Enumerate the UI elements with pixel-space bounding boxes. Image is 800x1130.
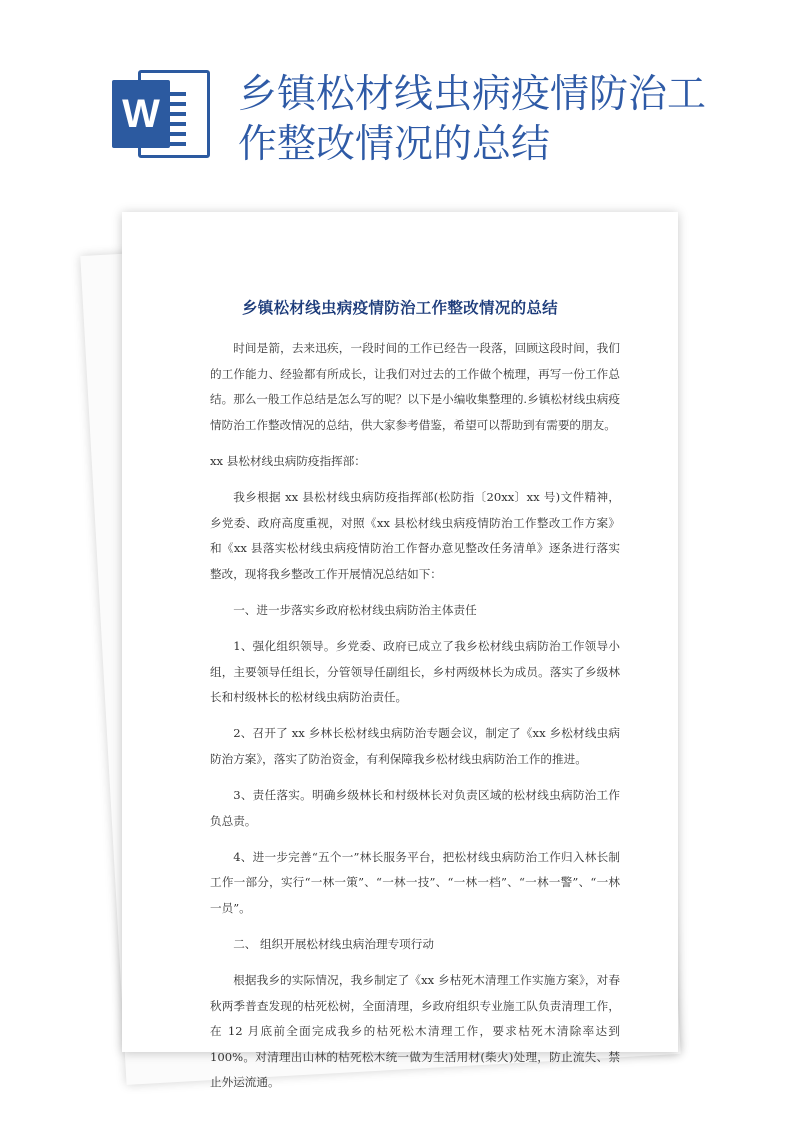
- document-body: [210, 336, 620, 1106]
- document-page: [122, 212, 678, 1090]
- word-document-icon: [112, 62, 212, 162]
- body-paragraph: 1、强化组织领导。乡党委、政府已成立了我乡松材线虫病防治工作领导小组，主要领导任组长，分管领导任副组长，乡村两级林长为成员。落实了乡级林长和村级林长的松材线虫病防治责任。: [210, 638, 620, 705]
- section-heading: 一、进一步落实乡政府松材线虫病防治主体责任: [233, 602, 477, 617]
- intro-paragraph: 时间是箭，去来迅疾，一段时间的工作已经告一段落，回顾这段时间，我们的工作能力、经验都有所成长，让我们对过去的工作做个梳理，再写一份工作总结。那么一般工作总结是怎么写的呢？以下是小编收集整理的.乡镇松材线虫病疫情防治工作整改情况的总结，供大家参考借鉴，希望可以帮助到有需要的朋友。: [210, 341, 620, 432]
- page-title: 乡镇松材线虫病疫情防治工作整改情况的总结: [238, 72, 707, 167]
- body-paragraph: 2、召开了 xx 乡林长松材线虫病防治专题会议，制定了《xx 乡松材线虫病防治方案》，落实了防治资金，有利保障我乡松材线虫病防治工作的推进。: [210, 726, 620, 766]
- document-title: 乡镇松材线虫病疫情防治工作整改情况的总结: [241, 299, 558, 317]
- body-paragraph: 3、责任落实。明确乡级林长和村级林长对负责区域的松材线虫病防治工作负总责。: [210, 787, 620, 828]
- salutation: xx 县松材线虫病防疫指挥部：: [210, 453, 366, 468]
- word-w-badge: W: [112, 80, 170, 148]
- body-paragraph: 我乡根据 xx 县松材线虫病防疫指挥部(松防指〔20xx〕xx 号)文件精神，乡党委、政府高度重视，对照《xx 县松材线虫病疫情防治工作整改工作方案》和《xx 县落实松材线虫病疫情防治工作督办意见整改任务清单》逐条进行落实整改，现将我乡整改工作开展情况总结如下：: [210, 489, 620, 581]
- body-paragraph: 4、进一步完善“五个一”林长服务平台，把松材线虫病防治工作归入林长制工作一部分，实行“一林一策”、“一林一技”、“一林一档”、“一林一警”、“一林一员”。: [210, 849, 620, 915]
- section-heading: 二、 组织开展松材线虫病治理专项行动: [233, 936, 434, 951]
- body-paragraph: 根据我乡的实际情况，我乡制定了《xx 乡枯死木清理工作实施方案》，对春秋两季普查发现的枯死松树，全面清理，乡政府组织专业施工队负责清理工作，在 12 月底前全面完成我乡的枯死松木清理工作，要求枯死木清除率达到 100%。对清理出山林的枯死松木统一做为生活用材(柴火)处理，防止流失、禁止外运流通。: [210, 972, 620, 1090]
